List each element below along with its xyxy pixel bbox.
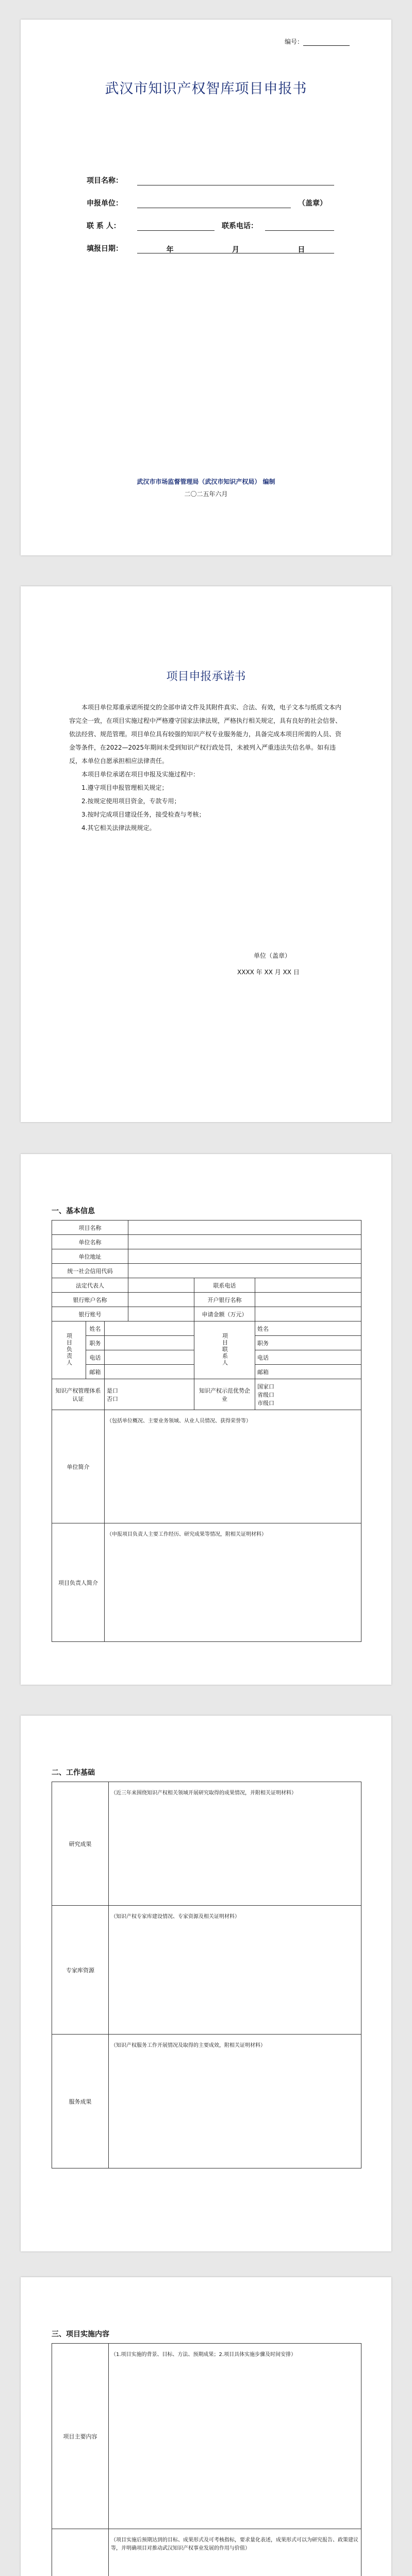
commitment-paragraph: 本项目单位承诺在项目申报及实施过程中： bbox=[81, 771, 200, 778]
leader-mail-cell[interactable] bbox=[105, 1365, 194, 1379]
cover-date: 二〇二五年六月 bbox=[184, 490, 228, 498]
date-row bbox=[87, 231, 334, 253]
contact-phone-label: 联系电话 bbox=[194, 1278, 255, 1293]
commitment-item: 2.按规定使用项目资金，专款专用； bbox=[81, 798, 180, 805]
unit-intro-label: 单位简介 bbox=[52, 1410, 105, 1523]
section-heading: 三、项目实施内容 bbox=[52, 2330, 109, 2338]
leader-intro-label: 项目负责人简介 bbox=[52, 1523, 105, 1642]
contact-person-label-cell bbox=[194, 1321, 255, 1379]
project-name-row bbox=[87, 163, 334, 185]
content-cell[interactable]: （1.项目实施的背景、目标、方法、预期成果；2.项目具体实施步骤及时间安排） bbox=[109, 2344, 361, 2529]
ip-type-options[interactable] bbox=[255, 1379, 361, 1410]
contact-label: 联 系 人： bbox=[87, 222, 121, 230]
content-label: 项目主要内容 bbox=[52, 2344, 109, 2529]
implementation-page bbox=[21, 2277, 391, 2576]
basic-info-page bbox=[21, 1154, 391, 1685]
name-label: 姓名 bbox=[86, 1321, 105, 1336]
project-name-label: 项目名称： bbox=[87, 177, 123, 185]
work-table bbox=[52, 1782, 361, 2168]
number-field bbox=[285, 37, 350, 46]
commitment-title: 项目申报承诺书 bbox=[166, 670, 246, 683]
mail-label: 邮箱 bbox=[86, 1365, 105, 1379]
commitment-paragraph: 本项目单位郑重承诺所提交的全部申请文件及其附件真实、合法、有效，电子文本与纸质文本内容完全一致，在项目实施过程中严格遵守国家法律法规，严格执行相关规定，具有良好的社会信誉、依法经营、规范管理。项目单位具有较强的知识产权专业服务能力，具备完成本项目所需的人员、资金等条件，在2022—2025年期间未受到知识产权行政处罚，未被列入严重违法失信名单。如有违反，本单位自愿承担相应法律责任。 bbox=[69, 704, 342, 765]
project-name-line[interactable] bbox=[137, 176, 334, 185]
unit-name-cell[interactable] bbox=[128, 1235, 361, 1249]
bank-no-cell[interactable] bbox=[128, 1307, 194, 1321]
leader-name-cell[interactable] bbox=[105, 1321, 194, 1336]
project-name-cell[interactable] bbox=[128, 1221, 361, 1235]
unit-address-label: 单位地址 bbox=[52, 1249, 128, 1264]
leader-label: 项目负责人 bbox=[65, 1332, 73, 1366]
unit-intro-cell[interactable]: （包括单位概况、主要业务领域、从业人员情况、获得荣誉等） bbox=[105, 1410, 361, 1523]
phone-label: 电话 bbox=[86, 1350, 105, 1365]
project-name-label: 项目名称 bbox=[52, 1221, 128, 1235]
contact-phone2-cell[interactable] bbox=[255, 1350, 361, 1365]
credit-code-cell[interactable] bbox=[128, 1264, 361, 1278]
ip-type-label: 知识产权示范优势企业 bbox=[194, 1379, 255, 1410]
work-foundation-page bbox=[21, 1716, 391, 2251]
title-label: 职务 bbox=[257, 1340, 269, 1347]
seal-note: （盖章） bbox=[298, 199, 327, 208]
commitment-page bbox=[21, 586, 391, 1122]
commitment-item: 4.其它相关法律法规规定。 bbox=[81, 824, 156, 832]
unit-name-label: 单位名称 bbox=[52, 1235, 128, 1249]
date-label: 填报日期： bbox=[87, 245, 123, 253]
applicant-label: 申报单位： bbox=[87, 199, 123, 208]
unit-address-cell[interactable] bbox=[128, 1249, 361, 1264]
date-line[interactable] bbox=[137, 244, 334, 253]
no-checkbox[interactable]: 否口 bbox=[107, 1395, 118, 1402]
document-title: 武汉市知识产权智库项目申报书 bbox=[105, 81, 307, 97]
name-label: 姓名 bbox=[257, 1325, 269, 1332]
research-label: 研究成果 bbox=[52, 1782, 109, 1906]
phone-label: 电话 bbox=[257, 1354, 269, 1361]
number-label: 编号： bbox=[285, 38, 304, 45]
service-label: 服务成果 bbox=[52, 2035, 109, 2168]
leader-title-cell[interactable] bbox=[105, 1336, 194, 1350]
expert-cell[interactable]: （知识产权专家库建设情况、专家资源及相关证明材料） bbox=[109, 1906, 361, 2035]
contact-name-cell[interactable] bbox=[255, 1321, 361, 1336]
applicant-line[interactable] bbox=[137, 199, 291, 208]
city-checkbox[interactable]: 市级口 bbox=[257, 1399, 275, 1406]
section-heading: 一、基本信息 bbox=[52, 1207, 95, 1215]
ip-status-label: 知识产权管理体系认证 bbox=[52, 1379, 105, 1410]
state-checkbox[interactable]: 国家口 bbox=[257, 1383, 275, 1390]
result-cell[interactable]: （项目实施后预期达到的目标、成果形式及可考核指标，要求量化表述，成果形式可以为研究报告、政策建议等，并明确项目对推动武汉知识产权事业发展的作用与价值） bbox=[109, 2529, 361, 2576]
prov-checkbox[interactable]: 省级口 bbox=[257, 1391, 275, 1398]
commitment-item: 1.遵守项目申报管理相关规定； bbox=[81, 784, 168, 791]
ip-status-options[interactable] bbox=[105, 1379, 194, 1410]
credit-code-label: 统一社会信用代码 bbox=[52, 1264, 128, 1278]
applicant-row bbox=[87, 185, 334, 208]
legal-rep-cell[interactable] bbox=[128, 1278, 194, 1293]
title-label: 职务 bbox=[86, 1336, 105, 1350]
section-heading: 二、工作基础 bbox=[52, 1769, 95, 1777]
result-label bbox=[52, 2529, 109, 2576]
contact-row bbox=[87, 208, 334, 231]
contact-mail-cell[interactable] bbox=[255, 1365, 361, 1379]
expert-label: 专家库资源 bbox=[52, 1906, 109, 2035]
contact-phone-cell[interactable] bbox=[255, 1278, 361, 1293]
mail-label: 邮箱 bbox=[257, 1368, 269, 1376]
sign-date: XXXX 年 XX 月 XX 日 bbox=[237, 969, 300, 976]
leader-intro-cell[interactable]: （申报项目负责人主要工作经历、研究成果等情况，附相关证明材料） bbox=[105, 1523, 361, 1642]
day-label: 日 bbox=[298, 246, 305, 254]
leader-phone-cell[interactable] bbox=[105, 1350, 194, 1365]
fee-label: 申请金额（万元） bbox=[194, 1307, 255, 1321]
leader-label-cell bbox=[52, 1321, 86, 1379]
cover-page bbox=[21, 20, 391, 555]
bank-no-label: 银行账号 bbox=[52, 1307, 128, 1321]
bank-open-cell[interactable] bbox=[255, 1293, 361, 1307]
commitment-body bbox=[69, 701, 344, 835]
commitment-item: 3.按时完成项目建设任务，接受检查与考核； bbox=[81, 811, 205, 818]
year-label: 年 bbox=[166, 246, 174, 254]
month-label: 月 bbox=[232, 246, 239, 254]
yes-checkbox[interactable]: 是口 bbox=[107, 1387, 118, 1394]
bank-name-cell[interactable] bbox=[128, 1293, 194, 1307]
cover-form bbox=[87, 163, 334, 253]
compiling-org: 武汉市市场监督管理局（武汉市知识产权局） 编制 bbox=[137, 478, 275, 485]
number-line[interactable] bbox=[303, 39, 350, 46]
basic-info-table bbox=[52, 1220, 361, 1642]
service-cell[interactable]: （知识产权服务工作开展情况及取得的主要成效，附相关证明材料） bbox=[109, 2035, 361, 2168]
research-cell[interactable]: （近三年来围绕知识产权相关领域开展研究取得的成果情况，并附相关证明材料） bbox=[109, 1782, 361, 1906]
phone-label: 联系电话： bbox=[222, 222, 258, 230]
sign-unit: 单位（盖章） bbox=[254, 952, 291, 959]
bank-name-label: 银行账户名称 bbox=[52, 1293, 128, 1307]
contact-person-label: 项目联系人 bbox=[221, 1332, 228, 1366]
contact-line[interactable] bbox=[137, 222, 215, 231]
legal-rep-label: 法定代表人 bbox=[52, 1278, 128, 1293]
fee-cell[interactable] bbox=[255, 1307, 361, 1321]
bank-open-label: 开户银行名称 bbox=[194, 1293, 255, 1307]
implementation-table bbox=[52, 2343, 361, 2576]
phone-line[interactable] bbox=[265, 222, 334, 231]
contact-title-cell[interactable] bbox=[255, 1336, 361, 1350]
